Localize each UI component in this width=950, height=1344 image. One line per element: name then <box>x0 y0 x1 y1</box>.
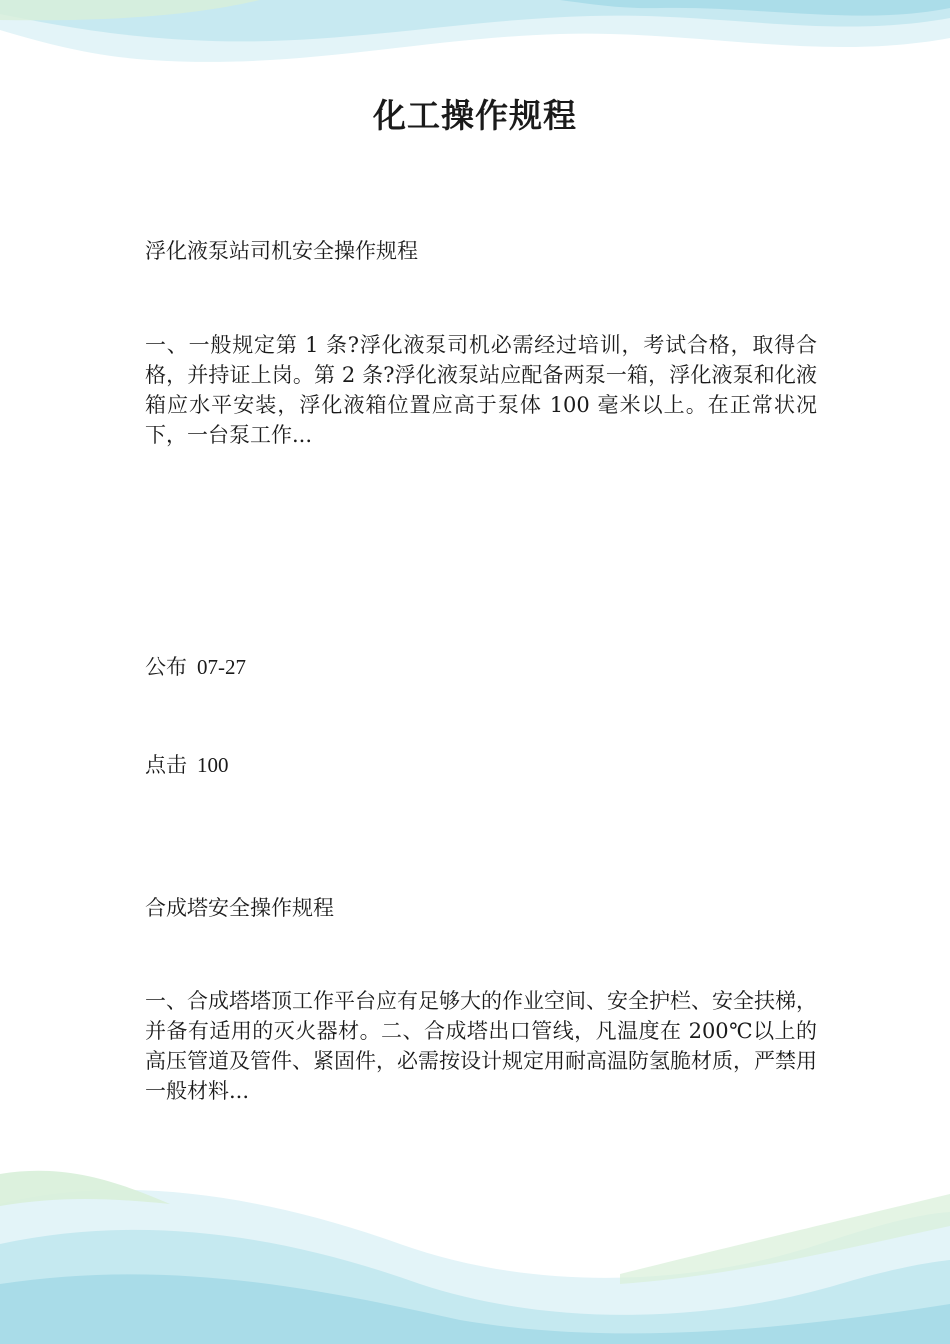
published-label: 公布 <box>145 655 187 679</box>
click-count <box>145 750 817 780</box>
clicks-count-value: 100 <box>197 753 229 777</box>
published-date-value: 07-27 <box>197 655 246 679</box>
document-title: 化工操作规程 <box>373 96 577 135</box>
clicks-label: 点击 <box>145 753 187 777</box>
article-title[interactable]: 合成塔安全操作规程 <box>145 896 334 920</box>
article-title[interactable]: 浮化液泵站司机安全操作规程 <box>145 239 418 263</box>
published-date <box>145 652 817 682</box>
article-summary: 一、一般规定第 1 条?浮化液泵司机必需经过培训，考试合格，取得合格，并持证上岗。第 2 条?浮化液泵站应配备两泵一箱，浮化液泵和化液箱应水平安装，浮化液箱位置应高于泵体 100 毫米以上。在正常状况下，一台泵工作... <box>145 333 817 447</box>
header-wave-decoration <box>0 0 950 95</box>
article-summary: 一、合成塔塔顶工作平台应有足够大的作业空间、安全护栏、安全扶梯，并备有适用的灭火器材。二、合成塔出口管线，凡温度在 200℃以上的高压管道及管件、紧固件，必需按设计规定用耐高温防氢脆材质，严禁用一般材料... <box>145 989 817 1103</box>
footer-wave-decoration <box>0 1134 950 1344</box>
